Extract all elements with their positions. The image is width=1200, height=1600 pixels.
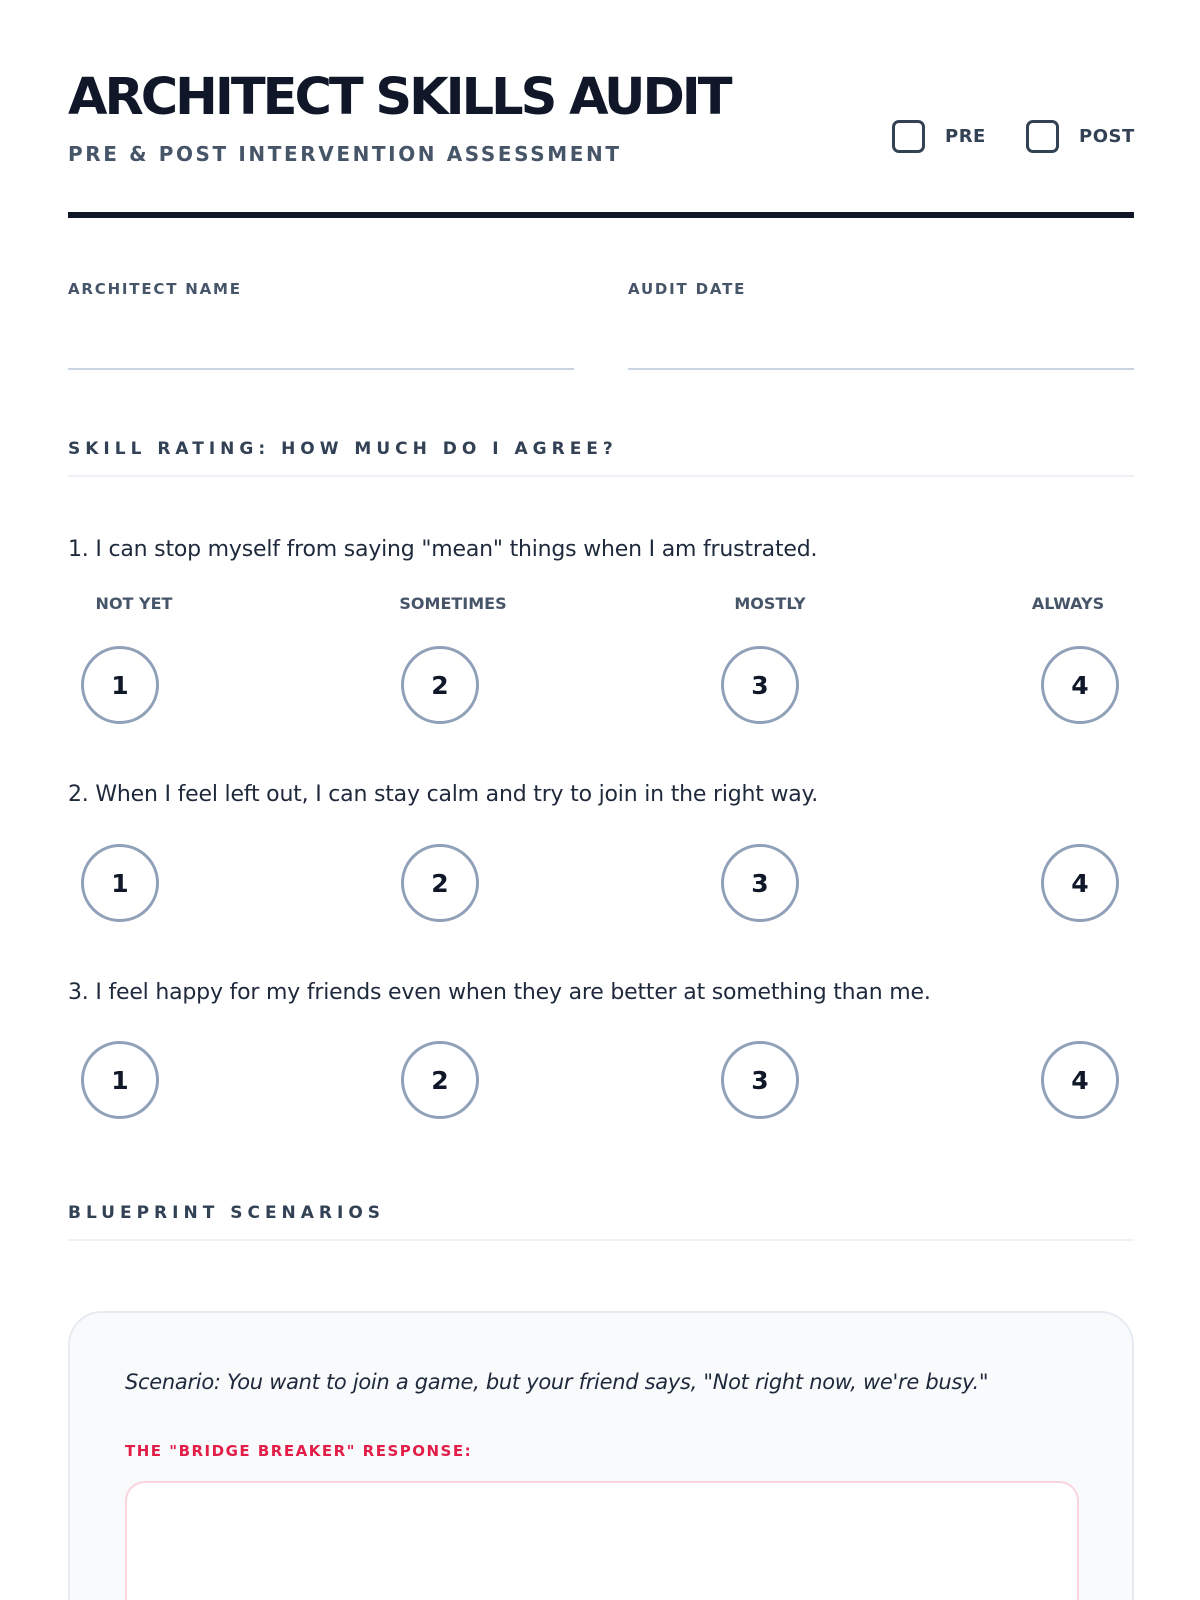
skill-rating-divider xyxy=(68,475,1134,477)
pre-checkbox[interactable] xyxy=(892,120,925,153)
post-checkbox[interactable] xyxy=(1026,120,1059,153)
q3-rating-2[interactable]: 2 xyxy=(401,1041,479,1119)
question-1-text: 1. I can stop myself from saying "mean" things when I am frustrated. xyxy=(68,537,818,562)
scenarios-divider xyxy=(68,1239,1134,1241)
scale-label-mostly: MOSTLY xyxy=(734,594,806,613)
q1-rating-2[interactable]: 2 xyxy=(401,646,479,724)
scale-label-not-yet: NOT YET xyxy=(95,594,173,613)
q2-rating-2[interactable]: 2 xyxy=(401,844,479,922)
page-subtitle: PRE & POST INTERVENTION ASSESSMENT xyxy=(68,142,622,166)
bridge-breaker-response-box[interactable] xyxy=(125,1481,1079,1600)
page-title: ARCHITECT SKILLS AUDIT xyxy=(68,68,730,127)
scenarios-heading-text: BLUEPRINT SCENARIOS xyxy=(68,1203,386,1223)
q1-rating-4[interactable]: 4 xyxy=(1041,646,1119,724)
question-2-text: 2. When I feel left out, I can stay calm and try to join in the right way. xyxy=(68,782,819,807)
q2-rating-4[interactable]: 4 xyxy=(1041,844,1119,922)
header-divider xyxy=(68,212,1134,218)
assessment-page xyxy=(68,0,1134,1600)
skill-rating-heading-text: SKILL RATING: HOW MUCH DO I AGREE? xyxy=(68,439,618,459)
audit-date-field[interactable] xyxy=(628,280,1134,298)
q2-rating-3[interactable]: 3 xyxy=(721,844,799,922)
question-3-text: 3. I feel happy for my friends even when they are better at something than me. xyxy=(68,980,931,1005)
q1-rating-1[interactable]: 1 xyxy=(81,646,159,724)
audit-date-line[interactable] xyxy=(628,368,1134,370)
phase-option-post[interactable] xyxy=(1026,120,1135,153)
pre-label: PRE xyxy=(945,126,986,147)
skill-rating-heading xyxy=(68,439,1134,459)
architect-name-field[interactable] xyxy=(68,280,574,298)
scale-label-sometimes: SOMETIMES xyxy=(399,594,507,613)
scale-labels xyxy=(68,594,1134,618)
scenario-card xyxy=(68,1311,1134,1600)
phase-option-pre[interactable] xyxy=(892,120,986,153)
question-1 xyxy=(68,537,1134,727)
q2-rating-1[interactable]: 1 xyxy=(81,844,159,922)
question-2 xyxy=(68,782,1134,922)
architect-name-line[interactable] xyxy=(68,368,574,370)
scenarios-heading xyxy=(68,1203,1134,1223)
audit-date-label: AUDIT DATE xyxy=(628,280,747,298)
scenario-text: Scenario: You want to join a game, but your friend says, "Not right now, we're busy." xyxy=(125,1370,989,1394)
q1-rating-3[interactable]: 3 xyxy=(721,646,799,724)
q3-rating-3[interactable]: 3 xyxy=(721,1041,799,1119)
q3-rating-4[interactable]: 4 xyxy=(1041,1041,1119,1119)
question-3 xyxy=(68,980,1134,1120)
q3-rating-1[interactable]: 1 xyxy=(81,1041,159,1119)
header xyxy=(68,60,1134,220)
post-label: POST xyxy=(1079,126,1135,147)
scale-label-always: ALWAYS xyxy=(1031,594,1105,613)
architect-name-label: ARCHITECT NAME xyxy=(68,280,242,298)
bridge-breaker-label: THE "BRIDGE BREAKER" RESPONSE: xyxy=(125,1442,473,1460)
